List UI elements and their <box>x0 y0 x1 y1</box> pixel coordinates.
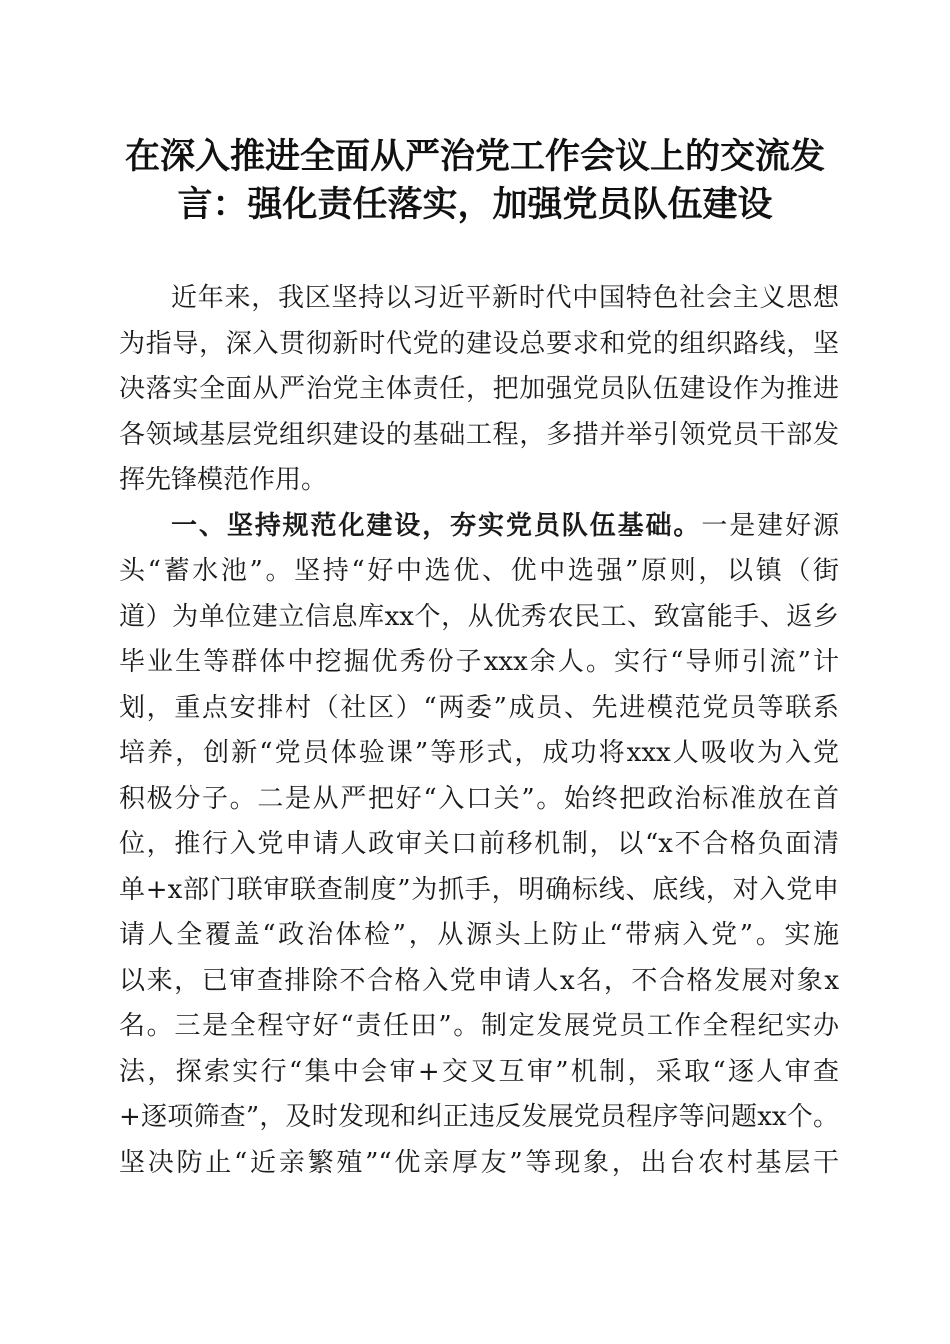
paragraph-line: 道）为单位建立信息库xx个，从优秀农民工、致富能手、返乡 <box>119 601 839 632</box>
document-body <box>119 276 839 1186</box>
paragraph-line: 决落实全面从严治党主体责任，把加强党员队伍建设作为推进 <box>119 374 839 404</box>
paragraph-line: 培养，创新“党员体验课”等形式，成功将xxx人吸收为入党 <box>119 738 839 768</box>
section-first-line-text: 一是建好源 <box>701 510 839 541</box>
title-line-1: 在深入推进全面从严治党工作会议上的交流发 <box>124 136 825 177</box>
paragraph-line: 挥先锋模范作用。 <box>119 465 328 495</box>
section-heading: 一、坚持规范化建设，夯实党员队伍基础。 <box>171 510 702 541</box>
paragraph-line: 积极分子。二是从严把好“入口关”。始终把政治标准放在首 <box>119 783 839 814</box>
paragraph-line: 各领域基层党组织建设的基础工程，多措并举引领党员干部发 <box>119 419 839 450</box>
paragraph-line: 划，重点安排村（社区）“两委”成员、先进模范党员等联系 <box>119 692 839 723</box>
paragraph-line: 以来，已审查排除不合格入党申请人x名，不合格发展对象x <box>119 965 839 996</box>
paragraph-line: 单+x部门联审联查制度”为抓手，明确标线、底线，对入党申 <box>119 874 839 905</box>
paragraph-line: 为指导，深入贯彻新时代党的建设总要求和党的组织路线，坚 <box>119 328 839 359</box>
title-line-2: 言：强化责任落实，加强党员队伍建设 <box>177 184 773 225</box>
paragraph-line: 位，推行入党申请人政审关口前移机制，以“x不合格负面清 <box>119 829 839 859</box>
paragraph-line: +逐项筛查”，及时发现和纠正违反发展党员程序等问题xx个。 <box>119 1102 839 1132</box>
document-title <box>100 133 850 229</box>
paragraph-intro <box>119 276 839 504</box>
paragraph-line: 近年来，我区坚持以习近平新时代中国特色社会主义思想 <box>171 283 839 313</box>
paragraph-line: 毕业生等群体中挖掘优秀份子xxx余人。实行“导师引流”计 <box>119 647 839 677</box>
paragraph-line: 法，探索实行“集中会审+交叉互审”机制，采取“逐人审查 <box>119 1056 839 1087</box>
paragraph-line: 头“蓄水池”。坚持“好中选优、优中选强”原则，以镇（街 <box>119 556 839 586</box>
paragraph-line: 名。三是全程守好“责任田”。制定发展党员工作全程纪实办 <box>119 1011 839 1041</box>
paragraph-line <box>119 504 839 550</box>
paragraph-section-1 <box>119 504 839 1187</box>
paragraph-line: 请人全覆盖“政治体检”，从源头上防止“带病入党”。实施 <box>119 920 839 950</box>
paragraph-line: 坚决防止“近亲繁殖”“优亲厚友”等现象，出台农村基层干 <box>119 1147 839 1178</box>
